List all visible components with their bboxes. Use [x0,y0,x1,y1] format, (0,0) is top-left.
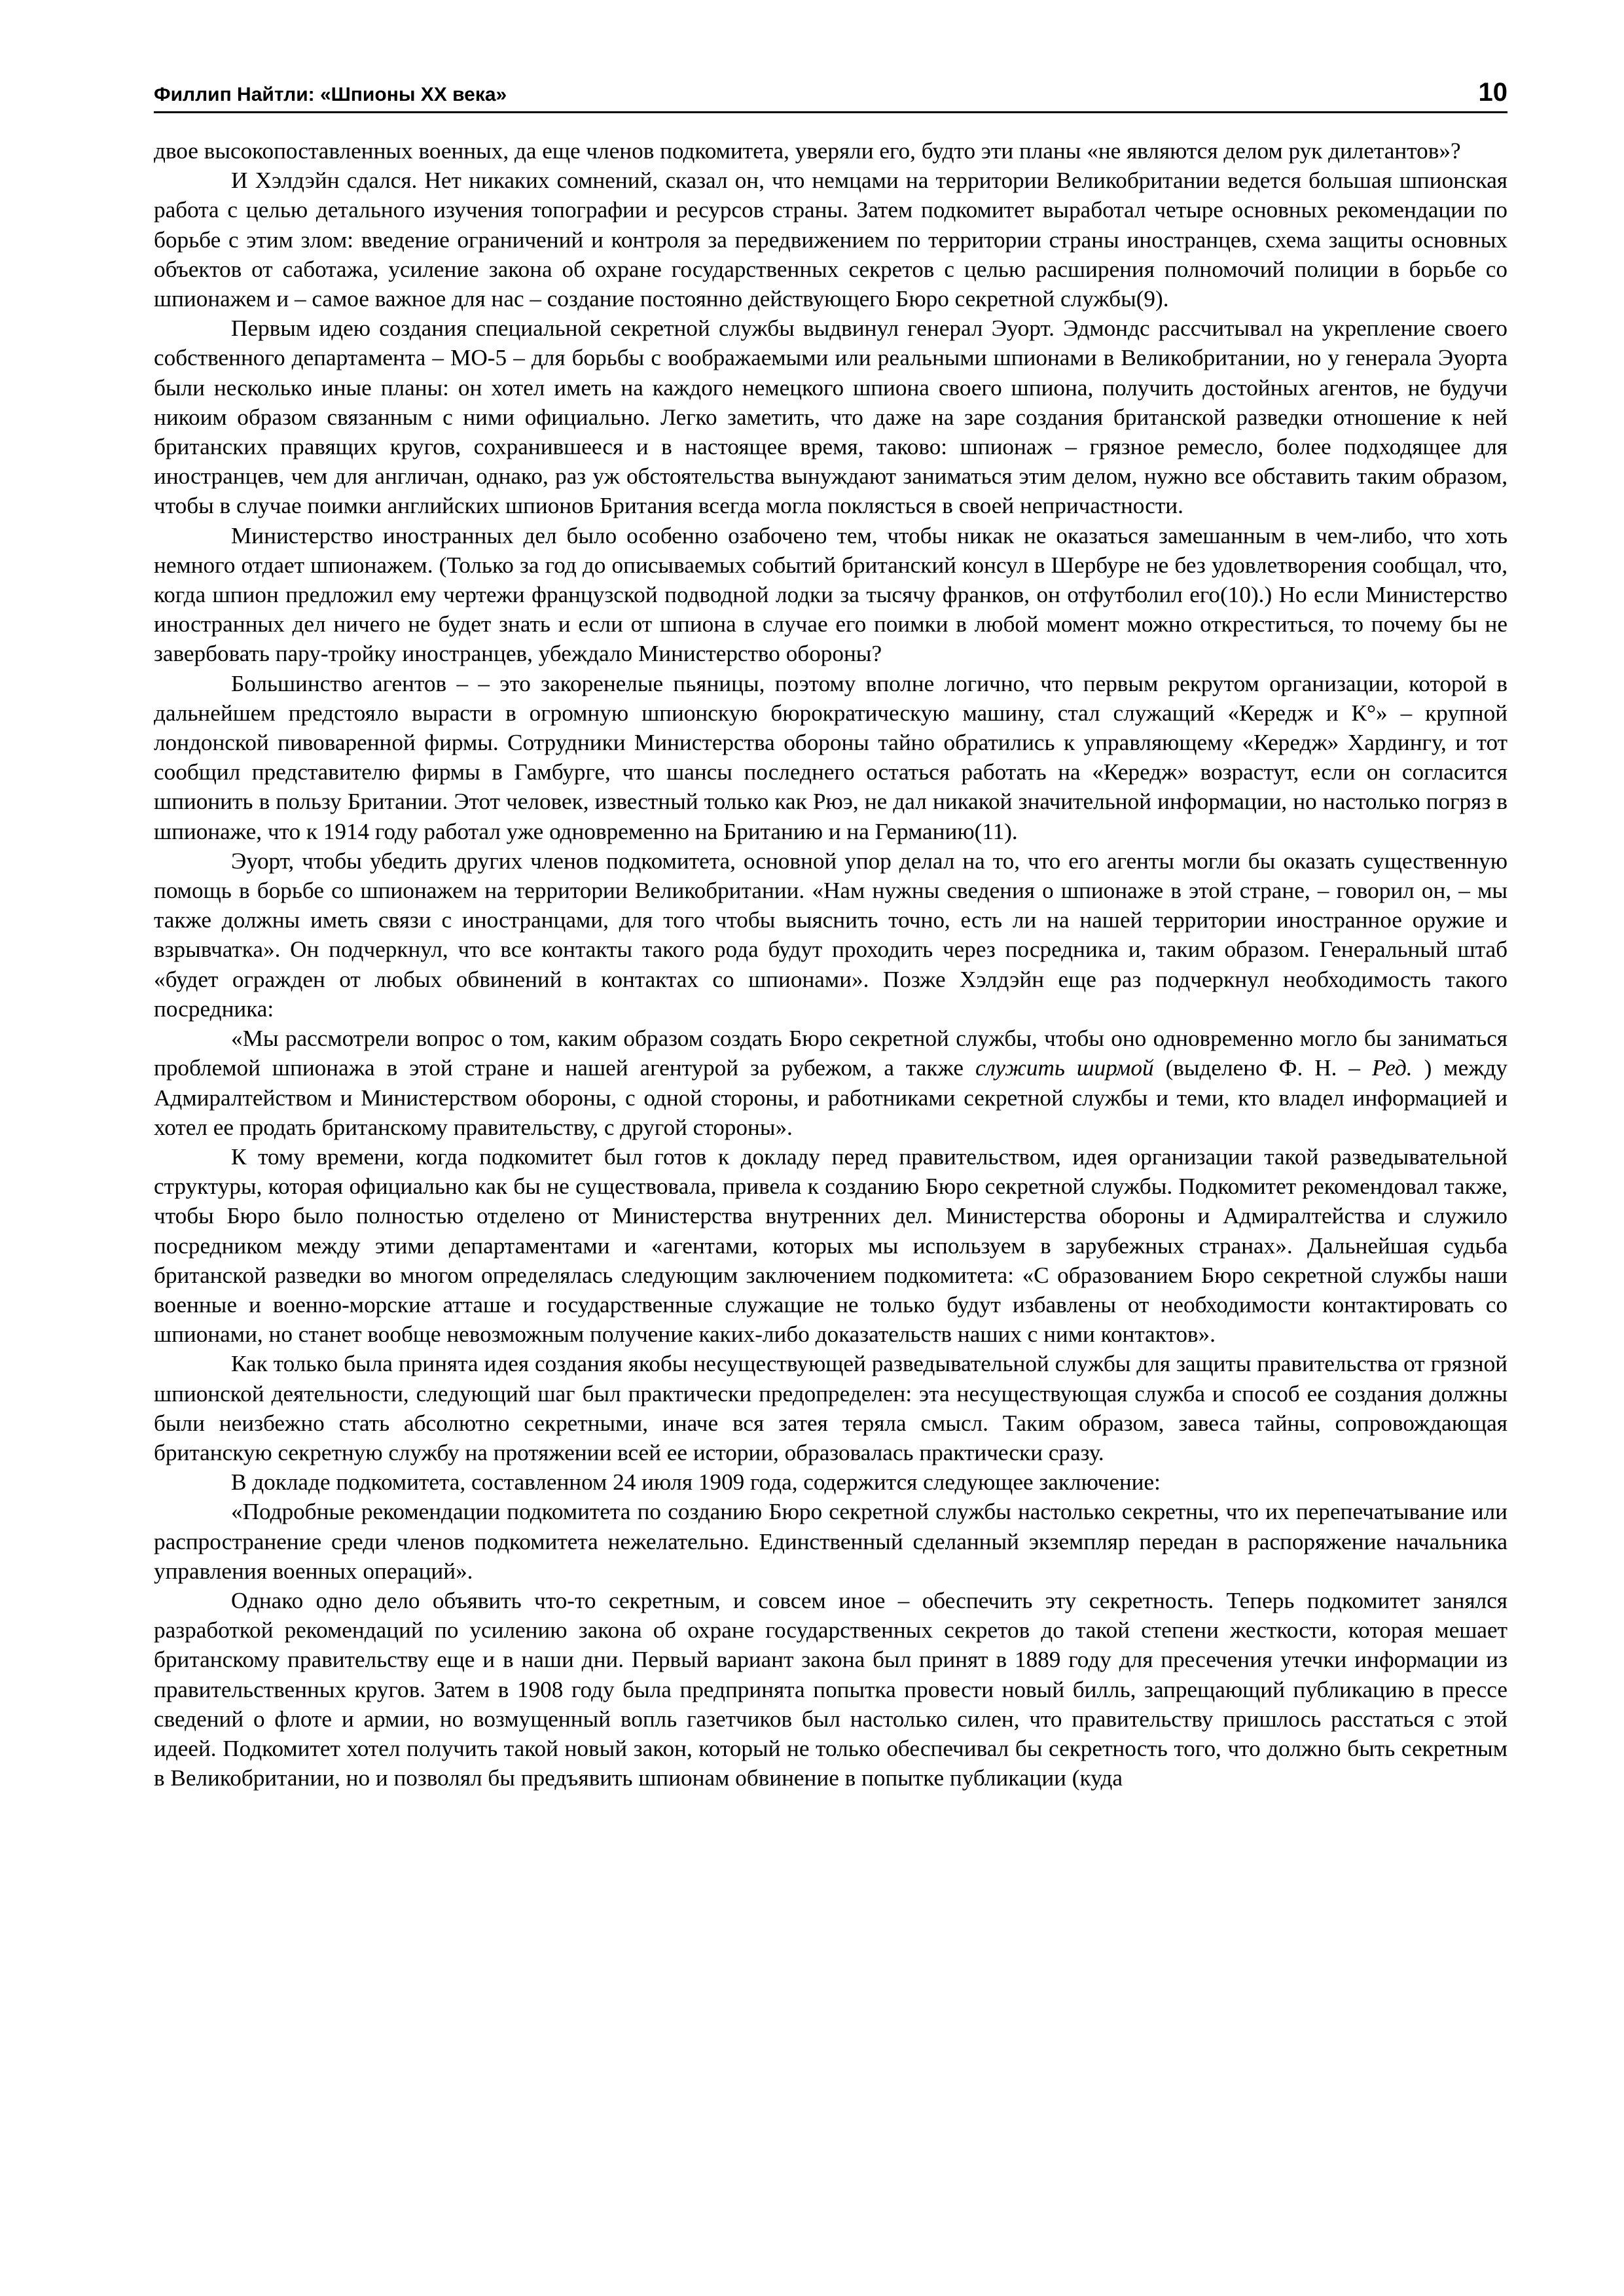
paragraph: Министерство иностранных дел было особенно озабочено тем, чтобы никак не оказаться замешанным в чем-либо, что хоть немного отдает шпионажем. (Только за год до описываемых событий британский консул в Шербуре не без удовлетворения сообщал, что, когда шпион предложил ему чертежи французской подводной лодки за тысячу франков, он отфутболил его(10).) Но если Министерство иностранных дел ничего не будет знать и если от шпиона в случае его поимки в любой момент можно откреститься, то почему бы не завербовать пару-тройку иностранцев, убеждало Министерство обороны? [154,522,1507,667]
quote-italic: Ред. [1372,1055,1413,1081]
paragraph: Большинство агентов – – это закоренелые пьяницы, поэтому вполне логично, что первым рекрутом организации, которой в дальнейшем предстояло вырасти в огромную шпионскую бюрократическую машину, стал служащий «Кередж и К°» – крупной лондонской пивоваренной фирмы. Сотрудники Министерства обороны тайно обратились к управляющему «Кередж» Хардингу, и тот сообщил представителю фирмы в Гамбурге, что шансы последнего остаться работать на «Кередж» возрастут, если он согласится шпионить в пользу Британии. Этот человек, известный только как Рюэ, не дал никакой значительной информации, но настолько погряз в шпионаже, что к 1914 году работал уже одновременно на Британию и на Германию(11). [154,670,1507,844]
quote-paragraph: «Подробные рекомендации подкомитета по созданию Бюро секретной службы настолько секретны, что их перепечатывание или распространение среди членов подкомитета нежелательно. Единственный сделанный экземпляр передан в распоряжение начальника управления военных операций». [154,1499,1507,1584]
header-title: Филлип Найтли: «Шпионы XX века» [154,84,507,105]
paragraph: Первым идею создания специальной секретной службы выдвинул генерал Эуорт. Эдмондс рассчитывал на укрепление своего собственного департамента – МО-5 – для борьбы с воображаемыми или реальными шпионами в Великобритании, но у генерала Эуорта были несколько иные планы: он хотел иметь на каждого немецкого шпиона своего шпиона, получить достойных агентов, не будучи никоим образом связанным с ними официально. Легко заметить, что даже на заре создания британской разведки отношение к ней британских правящих кругов, сохранившееся и в настоящее время, таково: шпионаж – грязное ремесло, более подходящее для иностранцев, чем для англичан, однако, раз уж обстоятельства вынуждают заниматься этим делом, нужно все обставить таким образом, чтобы в случае поимки английских шпионов Британия всегда могла поклясться в своей непричастности. [154,315,1507,519]
paragraph: Как только была принята идея создания якобы несуществующей разведывательной службы для защиты правительства от грязной шпионской деятельности, следующий шаг был практически предопределен: эта несуществующая служба и способ ее создания должны были неизбежно стать абсолютно секретными, иначе вся затея теряла смысл. Таким образом, завеса тайны, сопровождающая британскую секретную службу на протяжении всей ее истории, образовалась практически сразу. [154,1351,1507,1465]
quote-italic: служить ширмой [975,1055,1154,1081]
body-text [154,136,1507,1793]
page-number: 10 [1478,78,1507,107]
quote-text: «Мы рассмотрели вопрос о том, каким образом создать Бюро секретной службы, чтобы оно одновременно могло бы заниматься проблемой шпионажа в этой стране и нашей агентурой за рубежом, а также [154,1026,1507,1081]
paragraph: Однако одно дело объявить что-то секретным, и совсем иное – обеспечить эту секретность. Теперь подкомитет занялся разработкой рекомендаций по усилению закона об охране государственных секретов до такой степени жесткости, которая мешает британскому правительству еще и в наши дни. Первый вариант закона был принят в 1889 году для пресечения утечки информации из правительственных кругов. Затем в 1908 году была предпринята попытка провести новый билль, запрещающий публикацию в прессе сведений о флоте и армии, но возмущенный вопль газетчиков был настолько силен, что правительству пришлось расстаться с этой идеей. Подкомитет хотел получить такой новый закон, который не только обеспечивал бы секретность того, что должно быть секретным в Великобритании, но и позволял бы предъявить шпионам обвинение в попытке публикации (куда [154,1587,1507,1791]
paragraph: двое высокопоставленных военных, да еще членов подкомитета, уверяли его, будто эти планы «не являются делом рук дилетантов»? [154,138,1461,164]
quote-text: ) между Адмиралтейством и Министерством обороны, с одной стороны, и работниками секретной службы и теми, кто владел информацией и хотел ее продать британскому правительству, с другой стороны». [154,1055,1507,1140]
paragraph: И Хэлдэйн сдался. Нет никаких сомнений, сказал он, что немцами на территории Великобритании ведется большая шпионская работа с целью детального изучения топографии и ресурсов страны. Затем подкомитет выработал четыре основных рекомендации по борьбе с этим злом: введение ограничений и контроля за передвижением по территории страны иностранцев, схема защиты основных объектов от саботажа, усиление закона об охране государственных секретов с целью расширения полномочий полиции в борьбе со шпионажем и – самое важное для нас – создание постоянно действующего Бюро секретной службы(9). [154,168,1507,312]
page-header [154,69,1507,113]
quote-text: (выделено Ф. Н. – [1153,1055,1373,1081]
quote-paragraph [154,1024,1507,1142]
paragraph: Эуорт, чтобы убедить других членов подкомитета, основной упор делал на то, что его агенты могли бы оказать существенную помощь в борьбе со шпионажем на территории Великобритании. «Нам нужны сведения о шпионаже в этой стране, – говорил он, – мы также должны иметь связи с иностранцами, для того чтобы выяснить точно, есть ли на нашей территории иностранное оружие и взрывчатка». Он подчеркнул, что все контакты такого рода будут проходить через посредника и, таким образом. Генеральный штаб «будет огражден от любых обвинений в контактах со шпионами». Позже Хэлдэйн еще раз подчеркнул необходимость такого посредника: [154,848,1507,1022]
paragraph: В докладе подкомитета, составленном 24 июля 1909 года, содержится следующее заключение: [231,1469,1161,1496]
paragraph: К тому времени, когда подкомитет был готов к докладу перед правительством, идея организации такой разведывательной структуры, которая официально как бы не существовала, привела к созданию Бюро секретной службы. Подкомитет рекомендовал также, чтобы Бюро было полностью отделено от Министерства внутренних дел. Министерства обороны и Адмиралтейства и служило посредником между этими департаментами и «агентами, которых мы используем в зарубежных странах». Дальнейшая судьба британской разведки во многом определялась следующим заключением подкомитета: «С образованием Бюро секретной службы наши военные и военно-морские атташе и государственные служащие не только будут избавлены от необходимости контактировать со шпионами, но станет вообще невозможным получение каких-либо доказательств наших с ними контактов». [154,1143,1507,1348]
